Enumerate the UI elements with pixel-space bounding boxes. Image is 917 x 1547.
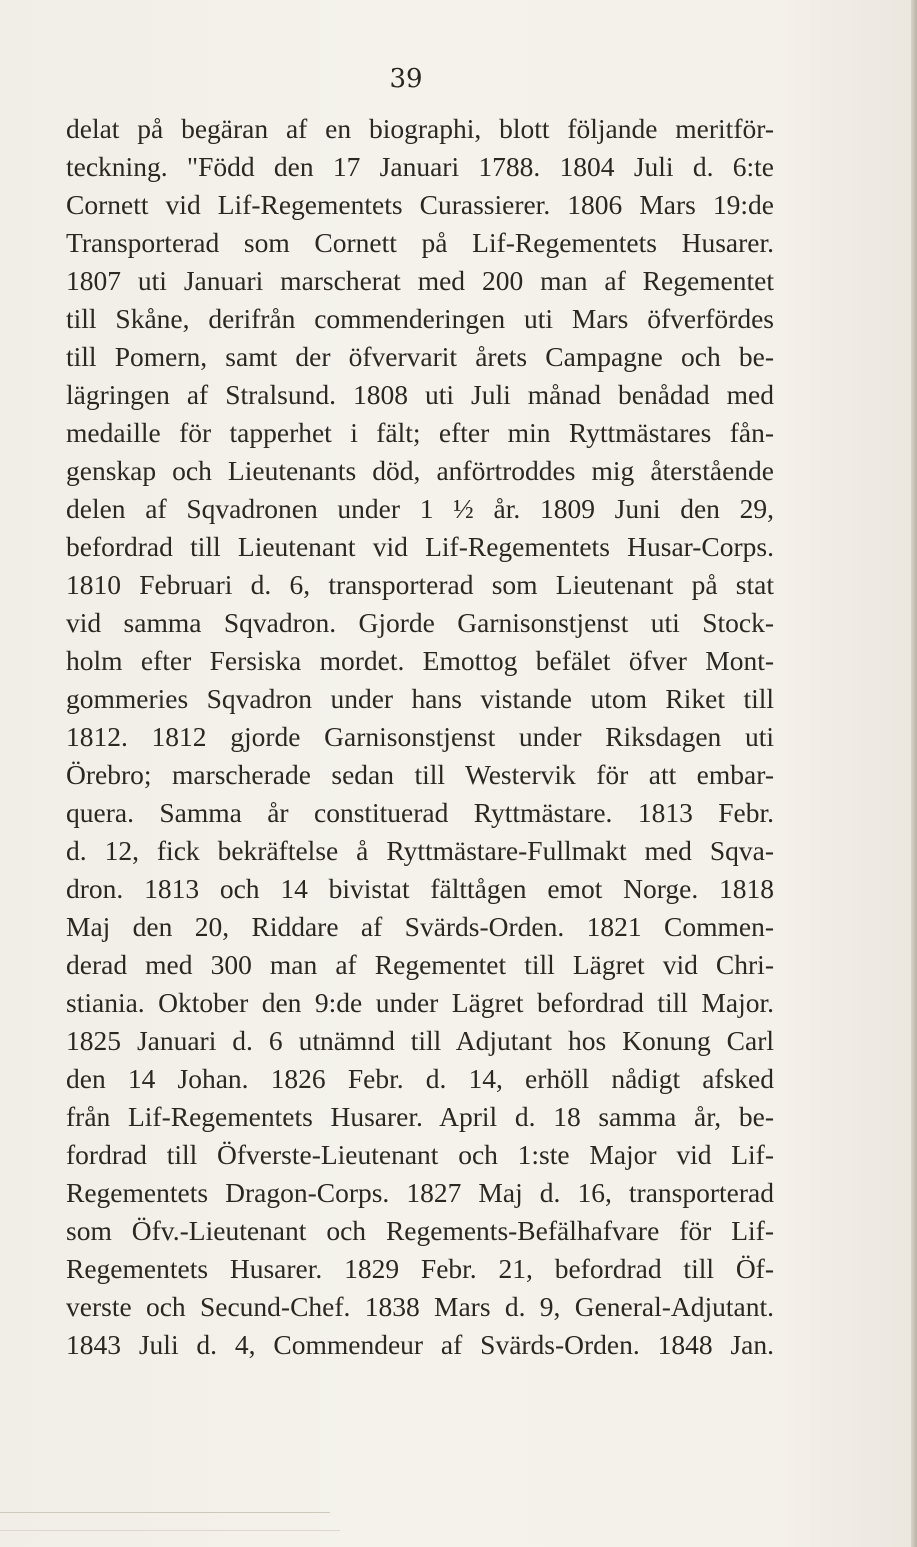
text-line: teckning. "Född den 17 Januari 1788. 1804 Juli d. 6:te: [66, 151, 774, 182]
text-line: 1807 uti Januari marscherat med 200 man af Regementet: [66, 265, 774, 296]
text-line: till Pomern, samt der öfvervarit årets Campagne och be-: [66, 341, 774, 372]
text-line: befordrad till Lieutenant vid Lif-Regementets Husar-Corps.: [66, 531, 774, 562]
text-line: fordrad till Öfverste-Lieutenant och 1:ste Major vid Lif-: [66, 1139, 774, 1170]
text-line: genskap och Lieutenants död, anförtroddes mig återstående: [66, 455, 774, 486]
text-line: den 14 Johan. 1826 Febr. d. 14, erhöll nådigt afsked: [66, 1063, 774, 1094]
text-line: Transporterad som Cornett på Lif-Regementets Husarer.: [66, 227, 774, 258]
text-line: Maj den 20, Riddare af Svärds-Orden. 1821 Commen-: [66, 911, 774, 942]
text-line: quera. Samma år constituerad Ryttmästare. 1813 Febr.: [66, 797, 774, 828]
text-line: lägringen af Stralsund. 1808 uti Juli månad benådad med: [66, 379, 774, 410]
text-line: Örebro; marscherade sedan till Westervik för att embar-: [66, 759, 774, 790]
text-line: medaille för tapperhet i fält; efter min Ryttmästares fån-: [66, 417, 774, 448]
text-line: 1843 Juli d. 4, Commendeur af Svärds-Orden. 1848 Jan.: [66, 1329, 774, 1360]
text-line: d. 12, fick bekräftelse å Ryttmästare-Fullmakt med Sqva-: [66, 835, 774, 866]
text-line: från Lif-Regementets Husarer. April d. 18 samma år, be-: [66, 1101, 774, 1132]
text-line: delat på begäran af en biographi, blott följande meritför-: [66, 113, 774, 144]
text-line: verste och Secund-Chef. 1838 Mars d. 9, General-Adjutant.: [66, 1291, 774, 1322]
text-line: gommeries Sqvadron under hans vistande utom Riket till: [66, 683, 774, 714]
text-line: delen af Sqvadronen under 1 ½ år. 1809 Juni den 29,: [66, 493, 774, 524]
text-line: 1810 Februari d. 6, transporterad som Lieutenant på stat: [66, 569, 774, 600]
text-line: holm efter Fersiska mordet. Emottog befälet öfver Mont-: [66, 645, 774, 676]
text-line: dron. 1813 och 14 bivistat fälttågen emot Norge. 1818: [66, 873, 774, 904]
body-text: [66, 110, 774, 1364]
page-edge: [911, 0, 917, 1547]
text-line: 1825 Januari d. 6 utnämnd till Adjutant hos Konung Carl: [66, 1025, 774, 1056]
text-line: 1812. 1812 gjorde Garnisonstjenst under Riksdagen uti: [66, 721, 774, 752]
text-line: Regementets Husarer. 1829 Febr. 21, befordrad till Öf-: [66, 1253, 774, 1284]
text-line: vid samma Sqvadron. Gjorde Garnisonstjenst uti Stock-: [66, 607, 774, 638]
text-line: stiania. Oktober den 9:de under Lägret befordrad till Major.: [66, 987, 774, 1018]
text-line: som Öfv.-Lieutenant och Regements-Befälhafvare för Lif-: [66, 1215, 774, 1246]
text-line: Cornett vid Lif-Regementets Curassierer. 1806 Mars 19:de: [66, 189, 774, 220]
text-line: Regementets Dragon-Corps. 1827 Maj d. 16, transporterad: [66, 1177, 774, 1208]
text-line: derad med 300 man af Regementet till Lägret vid Chri-: [66, 949, 774, 980]
page-number: 39: [389, 64, 423, 94]
text-line: till Skåne, derifrån commenderingen uti Mars öfverfördes: [66, 303, 774, 334]
bottom-edge-line: [0, 1512, 330, 1513]
bottom-edge-line: [0, 1530, 340, 1531]
